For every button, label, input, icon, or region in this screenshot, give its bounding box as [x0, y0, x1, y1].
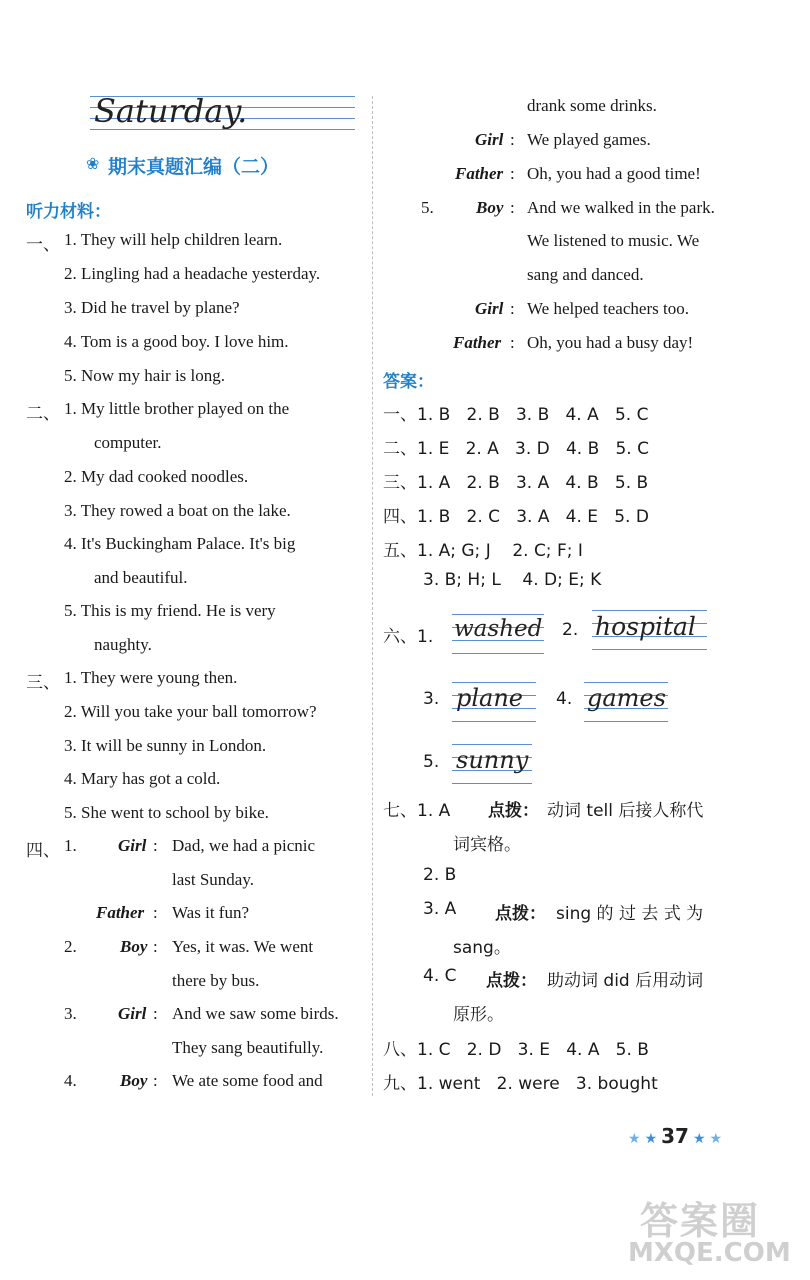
list-item: 3. It will be sunny in London. — [64, 736, 267, 755]
answer-row: 八、1. C 2. D 3. E 4. A 5. B — [383, 1040, 649, 1060]
colon: : — [153, 937, 158, 956]
list-item: 4. Mary has got a cold. — [64, 769, 221, 788]
list-item: 5. This is my friend. He is very — [64, 601, 276, 620]
dialogue-line: sang and danced. — [527, 265, 644, 284]
dialogue-line: And we walked in the park. — [527, 198, 715, 217]
answer-row: 三、1. A 2. B 3. A 4. B 5. B — [383, 473, 649, 493]
colon: : — [510, 164, 515, 183]
tip-text: 动词 tell 后接人称代 — [547, 801, 704, 821]
speaker-father: Father — [455, 164, 504, 183]
tip-text: 词宾格。 — [453, 835, 521, 855]
colon: : — [153, 836, 158, 855]
answer-number: 3. — [423, 689, 440, 709]
dialogue-number: 5. — [421, 198, 434, 217]
dialogue-line: And we saw some birds. — [172, 1004, 339, 1023]
dialogue-line: We helped teachers too. — [527, 299, 689, 318]
speaker-father: Father — [96, 903, 145, 922]
list-item: 2. Will you take your ball tomorrow? — [64, 702, 317, 721]
list-item: 1. My little brother played on the — [64, 399, 290, 418]
part-number: 一、 — [26, 235, 60, 255]
colon: : — [153, 1071, 158, 1090]
answer-row: 二、1. E 2. A 3. D 4. B 5. C — [383, 439, 649, 459]
speaker-father: Father — [453, 333, 502, 352]
list-item: 4. Tom is a good boy. I love him. — [64, 332, 289, 351]
column-divider — [372, 96, 373, 1096]
speaker-boy: Boy — [476, 198, 504, 217]
answer-number: 4. — [556, 689, 573, 709]
handwritten-day: Saturday. — [94, 92, 248, 130]
dialogue-line: We listened to music. We — [527, 231, 700, 250]
list-item: 3. Did he travel by plane? — [64, 298, 240, 317]
tip-label: 点拨： — [495, 904, 546, 924]
answer-row: 3. A — [423, 899, 457, 919]
colon: : — [153, 1004, 158, 1023]
tip-text: sang。 — [453, 938, 511, 958]
dialogue-line: They sang beautifully. — [172, 1038, 324, 1057]
dialogue-line: Oh, you had a good time! — [527, 164, 701, 183]
paw-icon: ❀ — [86, 156, 100, 173]
colon: : — [510, 333, 515, 352]
dialogue-line: We played games. — [527, 130, 651, 149]
speaker-girl: Girl — [118, 1004, 147, 1023]
page-title: 期末真题汇编（二） — [108, 156, 280, 178]
list-item: 4. It's Buckingham Palace. It's big — [64, 534, 296, 553]
page-number-block — [628, 1124, 722, 1148]
answer-row: 4. C — [423, 966, 457, 986]
section-heading-answers: 答案： — [383, 372, 434, 392]
tip-label: 点拨： — [488, 801, 539, 821]
colon: : — [510, 130, 515, 149]
handwritten-answer: hospital — [595, 612, 696, 641]
dialogue-line: Yes, it was. We went — [172, 937, 314, 956]
tip-label: 点拨： — [486, 971, 537, 991]
handwritten-answer: washed — [454, 616, 543, 642]
answer-number: 六、1. — [383, 627, 434, 647]
speaker-girl: Girl — [475, 130, 504, 149]
list-item: naughty. — [94, 635, 152, 654]
colon: : — [510, 198, 515, 217]
star-icon: ★ — [644, 1132, 658, 1147]
speaker-girl: Girl — [118, 836, 147, 855]
part-number: 二、 — [26, 404, 60, 424]
handwritten-answer: sunny — [456, 746, 529, 774]
list-item: computer. — [94, 433, 162, 452]
handwritten-answer: games — [587, 684, 666, 712]
speaker-girl: Girl — [475, 299, 504, 318]
answer-row: 五、1. A; G; J 2. C; F; I — [383, 541, 583, 561]
dialogue-line: drank some drinks. — [527, 96, 657, 115]
dialogue-line: Dad, we had a picnic — [172, 836, 316, 855]
answer-row: 3. B; H; L 4. D; E; K — [423, 570, 602, 590]
list-item: 2. My dad cooked noodles. — [64, 467, 249, 486]
list-item: 5. She went to school by bike. — [64, 803, 269, 822]
list-item: 3. They rowed a boat on the lake. — [64, 501, 291, 520]
list-item: and beautiful. — [94, 568, 188, 587]
speaker-boy: Boy — [120, 1071, 148, 1090]
list-item: 5. Now my hair is long. — [64, 366, 226, 385]
answer-number: 5. — [423, 752, 440, 772]
tip-text: 助动词 did 后用动词 — [547, 971, 704, 991]
dialogue-number: 4. — [64, 1071, 77, 1090]
watermark-logo: 答案圈 — [640, 1199, 761, 1243]
answer-number: 七、1. A — [383, 801, 451, 821]
dialogue-line: We ate some food and — [172, 1071, 323, 1090]
tip-text: sing 的 过 去 式 为 — [556, 904, 704, 924]
dialogue-line: Was it fun? — [172, 903, 249, 922]
dialogue-line: there by bus. — [172, 971, 260, 990]
answer-row: 一、1. B 2. B 3. B 4. A 5. C — [383, 405, 649, 425]
part-number: 三、 — [26, 673, 60, 693]
section-heading-listening: 听力材料： — [26, 202, 111, 222]
dialogue-number: 2. — [64, 937, 77, 956]
list-item: 2. Lingling had a headache yesterday. — [64, 264, 321, 283]
star-icon: ★ — [709, 1132, 723, 1147]
colon: : — [510, 299, 515, 318]
list-item: 1. They were young then. — [64, 668, 238, 687]
part-number: 四、 — [26, 841, 60, 861]
watermark-url: MXQE.COM — [628, 1238, 791, 1268]
dialogue-line: last Sunday. — [172, 870, 255, 889]
colon: : — [153, 903, 158, 922]
answer-row: 2. B — [423, 865, 457, 885]
answer-row: 九、1. went 2. were 3. bought — [383, 1074, 658, 1094]
star-icon: ★ — [628, 1132, 641, 1147]
star-icon: ★ — [692, 1132, 706, 1147]
dialogue-line: Oh, you had a busy day! — [527, 333, 694, 352]
tip-text: 原形。 — [453, 1005, 504, 1025]
dialogue-number: 1. — [64, 836, 77, 855]
list-item: 1. They will help children learn. — [64, 230, 283, 249]
speaker-boy: Boy — [120, 937, 148, 956]
dialogue-number: 3. — [64, 1004, 77, 1023]
answer-row: 四、1. B 2. C 3. A 4. E 5. D — [383, 507, 649, 527]
handwritten-answer: plane — [456, 684, 524, 712]
answer-number: 2. — [562, 620, 579, 640]
page-number: 37 — [661, 1124, 689, 1148]
